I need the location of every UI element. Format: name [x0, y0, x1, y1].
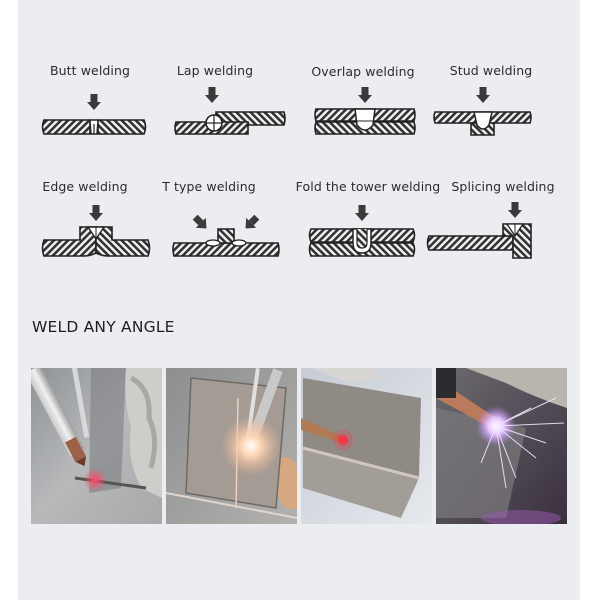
label-edge-welding: Edge welding [42, 179, 128, 194]
label-splicing-welding: Splicing welding [451, 179, 555, 194]
label-lap-welding: Lap welding [176, 63, 254, 78]
label-fold-tower-welding: Fold the tower welding [295, 179, 441, 194]
photo-square-plate-welding [166, 368, 297, 524]
label-stud-welding: Stud welding [449, 63, 533, 78]
lap-weld-diagram-icon [172, 85, 290, 140]
section-heading: WELD ANY ANGLE [32, 318, 175, 336]
photo-sparks-welding [436, 368, 567, 524]
label-t-type-welding: T type welding [162, 179, 256, 194]
overlap-weld-diagram-icon [312, 85, 418, 140]
t-type-weld-diagram-icon [170, 210, 282, 260]
butt-weld-diagram-icon [40, 90, 150, 140]
splicing-weld-diagram-icon [425, 200, 537, 262]
fold-tower-weld-diagram-icon [306, 203, 418, 261]
label-butt-welding: Butt welding [49, 63, 131, 78]
photo-corner-joint-welding [301, 368, 432, 524]
photo-flat-plate-welding [31, 368, 162, 524]
stud-weld-diagram-icon [432, 85, 536, 140]
edge-weld-diagram-icon [40, 203, 152, 261]
label-overlap-welding: Overlap welding [311, 64, 415, 79]
